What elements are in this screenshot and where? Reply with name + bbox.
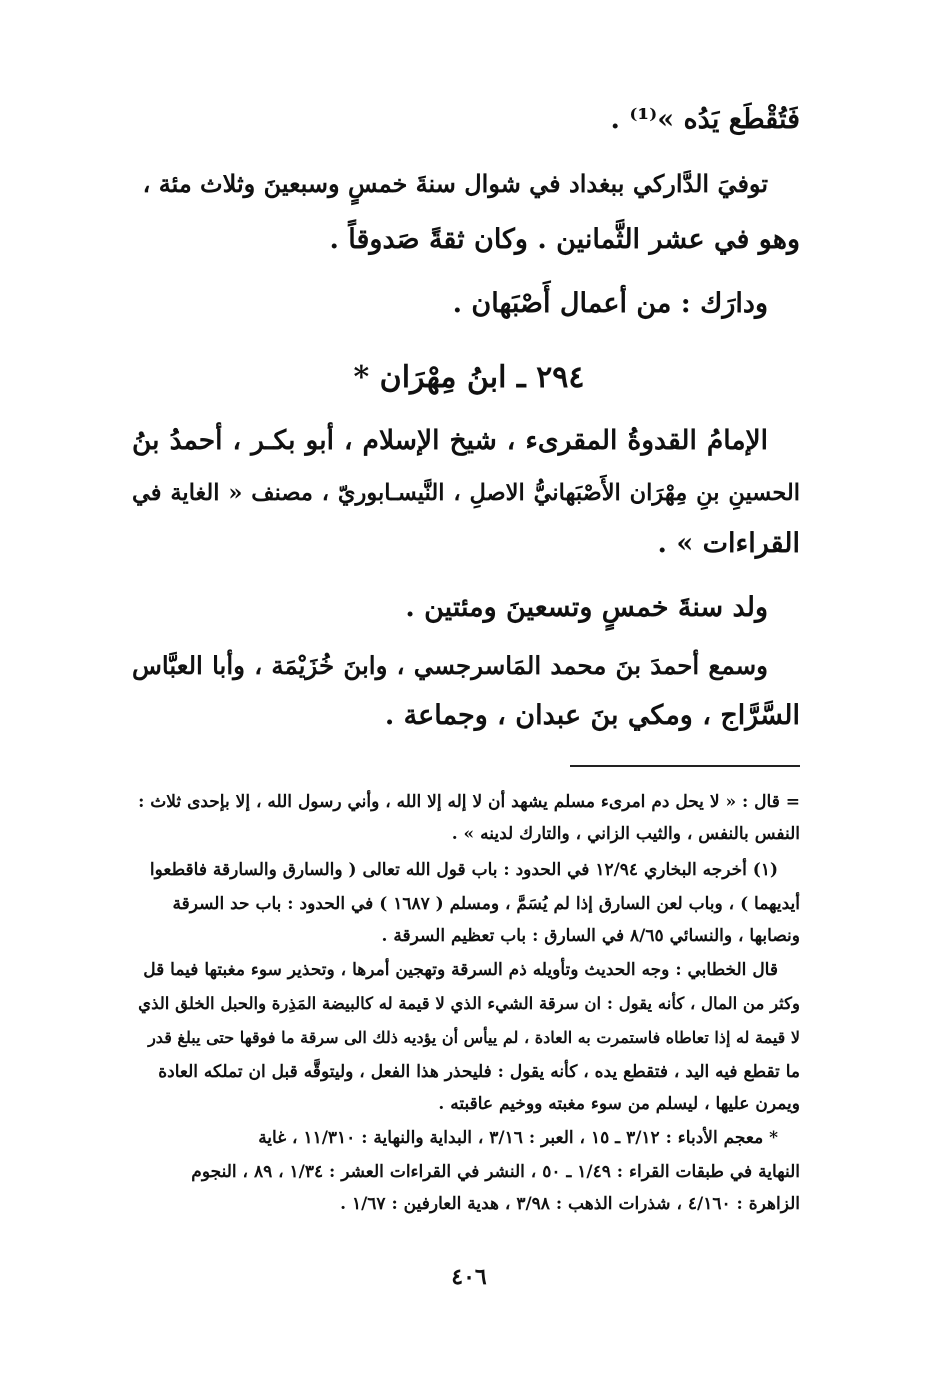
footnote-line: = قال : « لا يحل دم امرىء مسلم يشهد أن لا إله إلا الله ، وأني رسول الله ، إلا بإحدى ثلاث :	[138, 792, 800, 812]
footnote-line: وكثر من المال ، كأنه يقول : ان سرقة الشيء الذي لا قيمة له كالبيضة المَذِرة والحبل الخلق الذي	[138, 994, 800, 1013]
footnote-line: لا قيمة له إذا تعاطاه فاستمرت به العادة ، لم ييأس أن يؤديه ذلك الى سرقة ما فوقها حتى يبلغ قدر	[148, 1028, 800, 1047]
text-line: توفيَ الدَّاركي ببغداد في شوال سنةَ خمسٍ وسبعينَ وثلاث مئة ،	[142, 169, 768, 198]
text-line: ودارَك : من أعمال أَصْبَهان .	[452, 288, 768, 319]
footnote-line: أيديهما ) ، وباب لعن السارق إذا لم يُسَمَّ ، ومسلم ( ١٦٨٧ ) في الحدود : باب حد السرقة	[172, 894, 800, 914]
footnote-line: * معجم الأدباء : ٣/١٢ ـ ١٥ ، العبر : ٣/١٦ ، البداية والنهاية : ١١/٣١٠ ، غاية	[258, 1128, 778, 1148]
footnote-line: ما تقطع فيه اليد ، فتقطع يده ، كأنه يقول : فليحذر هذا الفعل ، وليتوقَّه قبل ان تملكه العادة	[158, 1062, 800, 1082]
footnote-line: النهاية في طبقات القراء : ١/٤٩ ـ ٥٠ ، النشر في القراءات العشر : ١/٣٤ ، ٨٩ ، النجوم	[191, 1162, 800, 1182]
footnote-line: الزاهرة : ٤/١٦٠ ، شذرات الذهب : ٣/٩٨ ، هدية العارفين : ١/٦٧ .	[340, 1194, 800, 1214]
footnote-line: ونصابها ، والنسائي ٨/٦٥ في السارق : باب تعظيم السرقة .	[381, 926, 800, 946]
text-line: الحسينِ بنِ مِهْرَان الأَصْبَهانيُّ الاصلِ ، النَّيسـابوريّ ، مصنف « الغاية في	[132, 480, 800, 506]
footnote-line: (١) أخرجه البخاري ١٢/٩٤ في الحدود : باب قول الله تعالى ( والسارق والسارقة فاقطعوا	[149, 860, 778, 880]
footnote-line: النفس بالنفس ، والثيب الزاني ، والتارك لدينه » .	[451, 824, 800, 844]
text-line: وسمع أحمدَ بنَ محمد المَاسرجسي ، وابنَ خُزَيْمَة ، وأبا العبَّاس	[132, 651, 768, 680]
page-number: ٤٠٦	[451, 1264, 487, 1290]
footnote-divider	[570, 765, 800, 767]
text-line: السَّرَّاج ، ومكي بنَ عبدان ، وجماعة .	[384, 700, 800, 731]
text-line: وهو في عشر الثَّمانين . وكان ثقةً صَدوقاً .	[329, 224, 800, 255]
text-line: فَتُقْطَع يَدُه »⁽¹⁾ .	[610, 104, 800, 135]
footnote-line: قال الخطابي : وجه الحديث وتأويله ذم السرقة وتهجين أمرها ، وتحذير سوء مغبتها فيما قل	[143, 960, 778, 980]
biography-heading: ٢٩٤ ـ ابنُ مِهْرَان *	[353, 360, 585, 395]
text-line: القراءات » .	[657, 528, 800, 559]
footnote-line: ويمرن عليها ، ليسلم من سوء مغبته ووخيم عاقبته .	[438, 1094, 800, 1114]
text-line: الإمامُ القدوةُ المقرىء ، شيخ الإسلام ، أبو بكـر ، أحمدُ بنُ	[132, 425, 768, 456]
text-line: ولد سنةَ خمسٍ وتسعينَ ومئتين .	[405, 592, 768, 623]
